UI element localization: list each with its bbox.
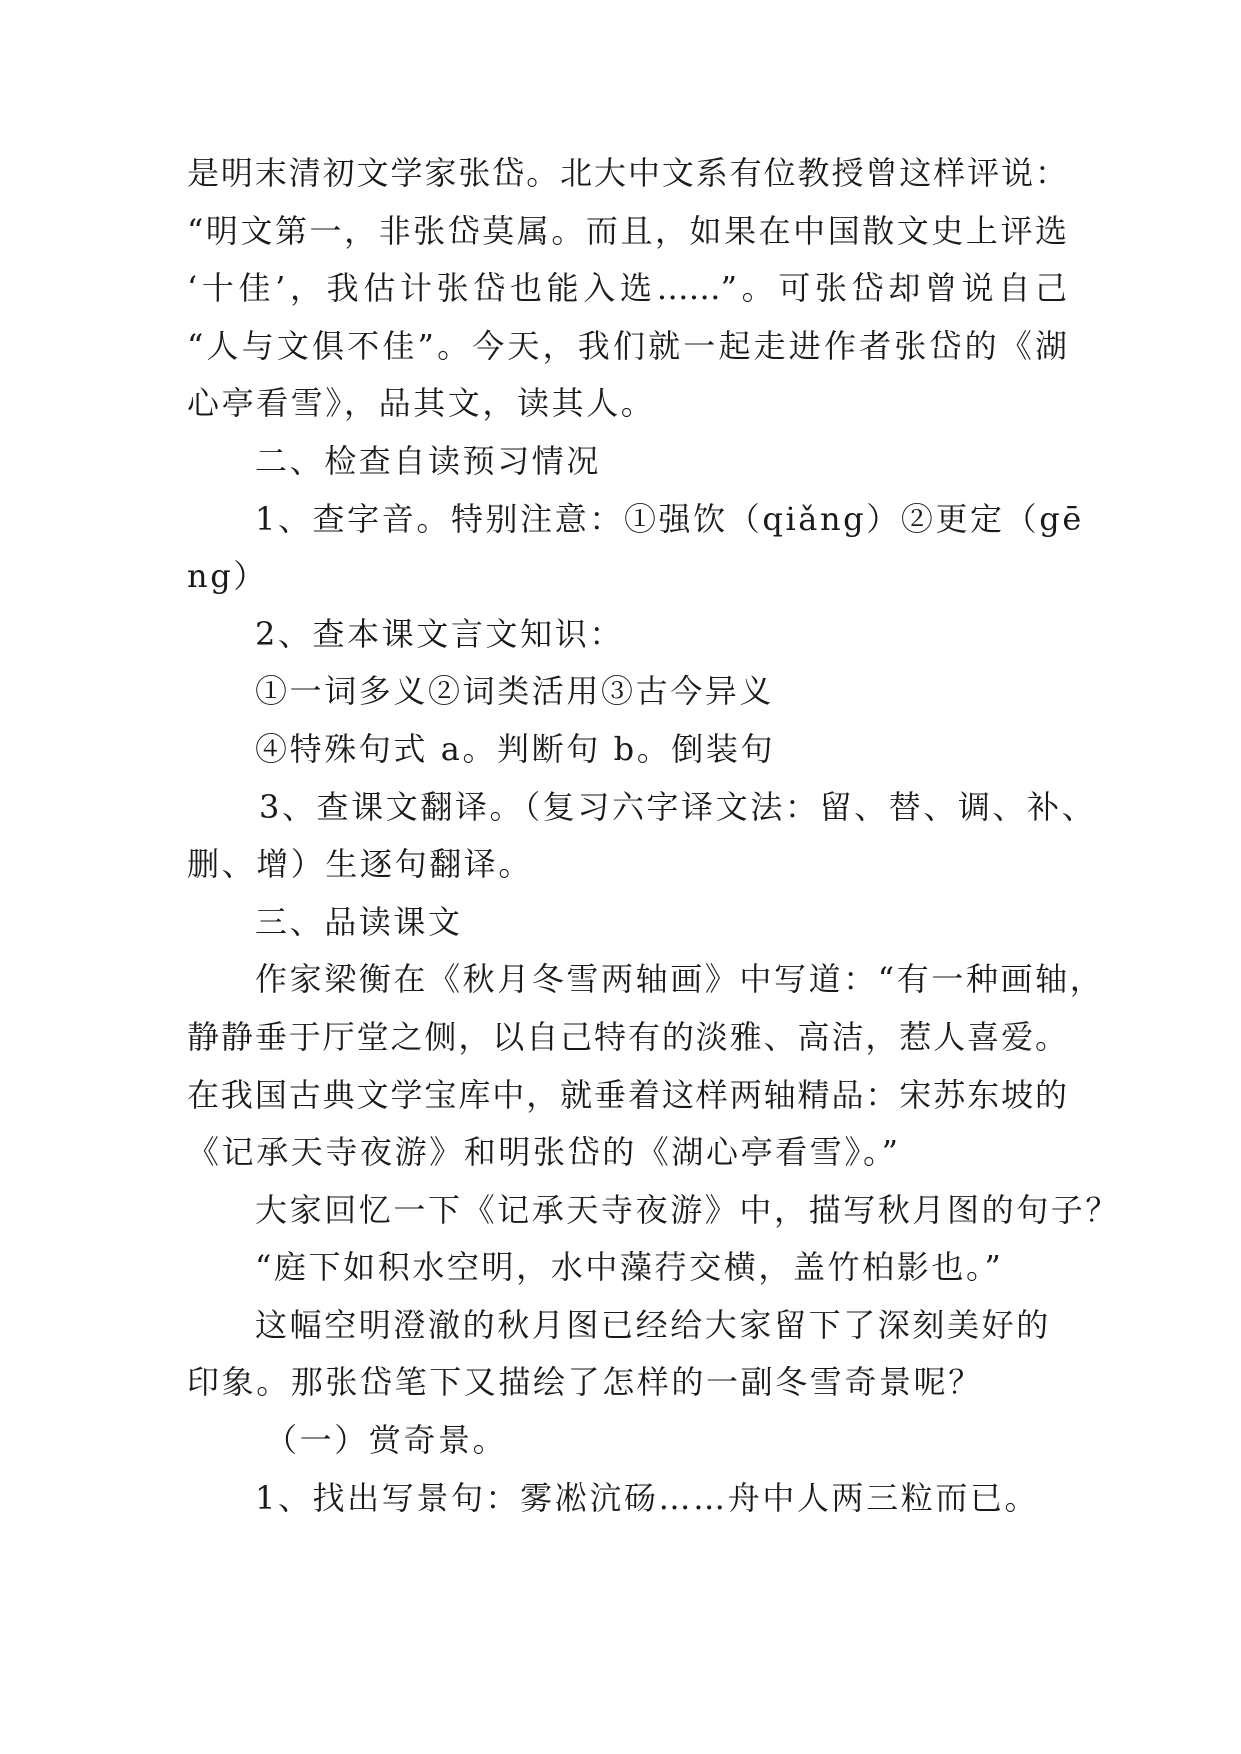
paragraph-line: 大家回忆一下《记承天寺夜游》中，描写秋月图的句子？ [255, 1190, 1121, 1229]
paragraph-line: 是明末清初文学家张岱。北大中文系有位教授曾这样评说： [187, 154, 1067, 192]
list-item: ①一词多义②词类活用③古今异义 [255, 672, 775, 711]
paragraph-line: 这幅空明澄澈的秋月图已经给大家留下了深刻美好的 [255, 1305, 1051, 1344]
paragraph-line: 作家梁衡在《秋月冬雪两轴画》中写道：“有一种画轴， [255, 960, 1105, 999]
list-item: 2、查本课文言文知识： [255, 614, 624, 653]
subsection-heading: （一）赏奇景。 [265, 1421, 508, 1460]
paragraph-line: “人与文俱不佳”。今天，我们就一起走进作者张岱的《湖 [187, 326, 1067, 365]
quote-line: “庭下如积水空明，水中藻荇交横，盖竹柏影也。” [255, 1248, 1004, 1287]
paragraph-line: 印象。那张岱笔下又描绘了怎样的一副冬雪奇景呢？ [187, 1363, 983, 1402]
paragraph-line: 静静垂于厅堂之侧，以自己特有的淡雅、高洁，惹人喜爱。 [187, 1017, 1067, 1056]
paragraph-line: 《记承天寺夜游》和明张岱的《湖心亭看雪》。” [187, 1133, 901, 1172]
paragraph-line: 在我国古典文学宝库中，就垂着这样两轴精品：宋苏东坡的 [187, 1075, 1067, 1114]
list-item: 3、查课文翻译。（复习六字译文法：留、替、调、补、 [259, 787, 1097, 826]
list-item-continuation: ng） [187, 557, 268, 596]
paragraph-line: “明文第一，非张岱莫属。而且，如果在中国散文史上评选 [187, 211, 1067, 250]
list-item: 1、查字音。特别注意：①强饮（qiǎng）②更定（gē [255, 499, 1084, 538]
document-body [187, 145, 1121, 1527]
section-heading: 二、检查自读预习情况 [255, 441, 602, 480]
list-item-continuation: 删、增）生逐句翻译。 [187, 845, 534, 884]
paragraph-line: 心亭看雪》，品其文，读其人。 [187, 384, 656, 423]
list-item: 1、找出写景句：雾凇沆砀……舟中人两三粒而已。 [255, 1478, 1040, 1517]
section-heading: 三、品读课文 [255, 902, 463, 941]
list-item: ④特殊句式 a。判断句 b。倒装句 [255, 729, 776, 768]
paragraph-line: ‘十佳’，我估计张岱也能入选……”。可张岱却曾说自己 [187, 269, 1067, 308]
